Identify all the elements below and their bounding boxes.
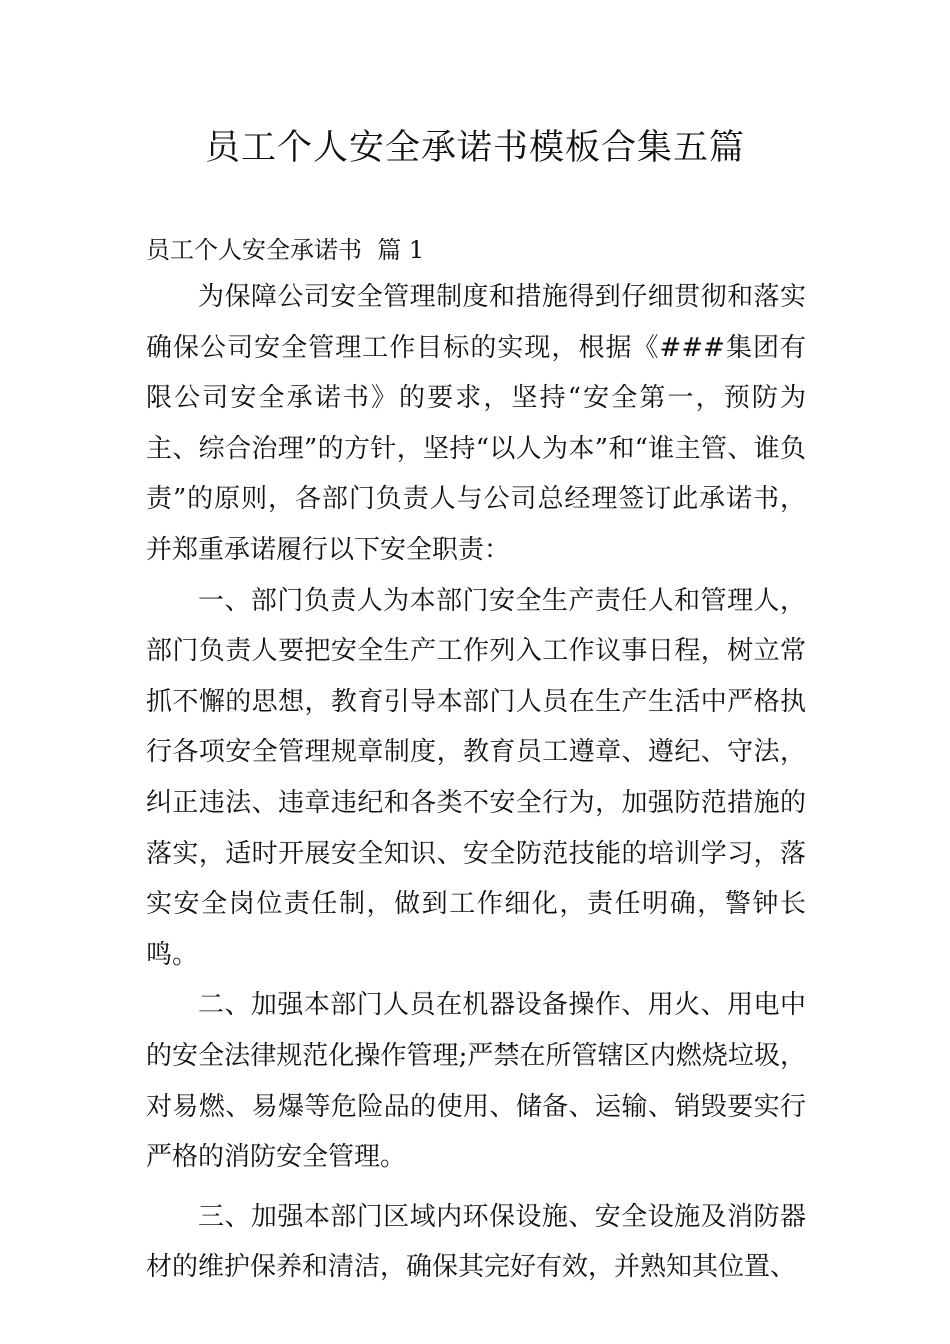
document-title: 员工个人安全承诺书模板合集五篇 <box>204 128 745 168</box>
paragraph-item-2: 二、加强本部门人员在机器设备操作、用火、用电中的安全法律规范化操作管理;严禁在所管辖区内燃烧垃圾，对易燃、易爆等危险品的使用、储备、运输、销毁要实行严格的消防安全管理。 <box>146 990 806 1173</box>
paragraph-item-3: 三、加强本部门区域内环保设施、安全设施及消防器材的维护保养和清洁，确保其完好有效，并熟知其位置、 <box>146 1201 806 1283</box>
paragraph-item-1: 一、部门负责人为本部门安全生产责任人和管理人，部门负责人要把安全生产工作列入工作议事日程，树立常抓不懈的思想，教育引导本部门人员在生产生活中严格执行各项安全管理规章制度，教育员工遵章、遵纪、守法，纠正违法、违章违纪和各类不安全行为，加强防范措施的落实，适时开展安全知识、安全防范技能的培训学习，落实安全岗位责任制，做到工作细化，责任明确，警钟长鸣。 <box>146 585 806 970</box>
paragraph-intro: 为保障公司安全管理制度和措施得到仔细贯彻和落实确保公司安全管理工作目标的实现，根据《###集团有限公司安全承诺书》的要求，坚持“安全第一，预防为主、综合治理”的方针，坚持“以人为本”和“谁主管、谁负责”的原则，各部门负责人与公司总经理签订此承诺书，并郑重承诺履行以下安全职责： <box>146 282 806 565</box>
document-body <box>146 272 806 1293</box>
section-heading: 员工个人安全承诺书 篇 1 <box>146 236 425 264</box>
